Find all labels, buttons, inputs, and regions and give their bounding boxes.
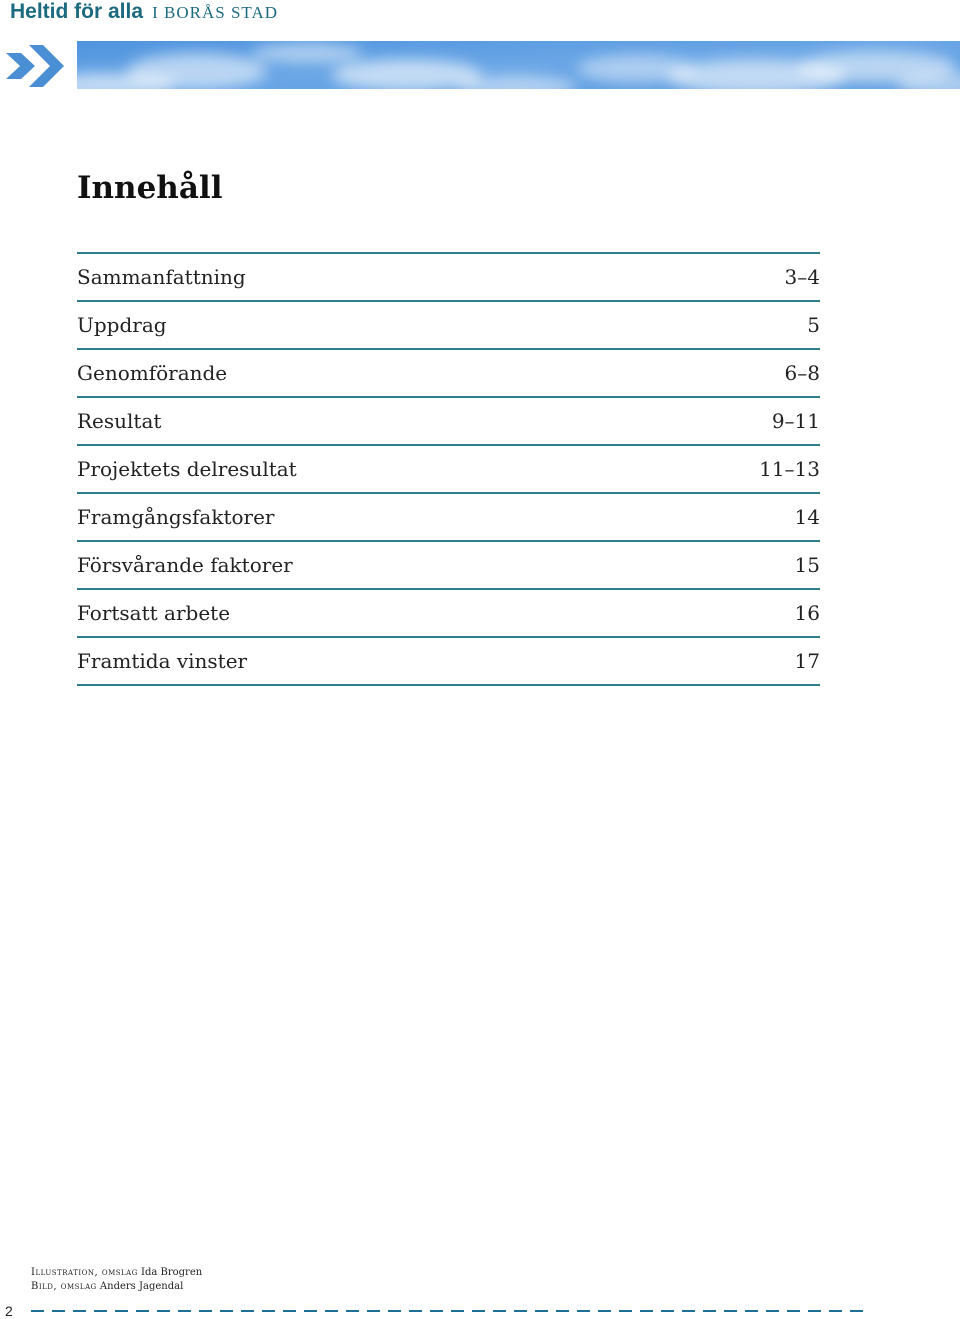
toc-entry-page: 3–4 (784, 265, 820, 289)
illustration-credit-caption: Illustration, omslag (31, 1267, 138, 1278)
toc-row (77, 590, 820, 638)
toc-entry-label: Sammanfattning (77, 265, 246, 289)
footer-dashed-rule (31, 1310, 865, 1312)
page-number: 2 (5, 1303, 13, 1319)
toc-entry-page: 5 (807, 313, 820, 337)
toc-entry-page: 16 (794, 601, 820, 625)
photo-credit-name: Anders Jagendal (99, 1281, 184, 1292)
table-of-contents (77, 252, 820, 686)
page-title: Innehåll (77, 170, 223, 206)
toc-row (77, 494, 820, 542)
toc-row (77, 350, 820, 398)
toc-entry-label: Genomförande (77, 361, 228, 385)
toc-row (77, 398, 820, 446)
toc-entry-page: 6–8 (784, 361, 820, 385)
toc-entry-label: Fortsatt arbete (77, 601, 231, 625)
running-head (10, 0, 278, 24)
toc-entry-label: Resultat (77, 409, 162, 433)
toc-row (77, 254, 820, 302)
illustration-credit-name: Ida Brogren (141, 1267, 203, 1278)
brand-title: Heltid för alla (10, 0, 144, 23)
photo-credit (31, 1280, 202, 1294)
toc-entry-page: 14 (794, 505, 820, 529)
toc-entry-label: Försvårande faktorer (77, 553, 293, 577)
toc-entry-label: Framgångsfaktorer (77, 505, 275, 529)
toc-row (77, 302, 820, 350)
toc-entry-page: 15 (794, 553, 820, 577)
toc-entry-label: Uppdrag (77, 313, 167, 337)
toc-entry-page: 17 (794, 649, 820, 673)
toc-entry-label: Framtida vinster (77, 649, 248, 673)
toc-entry-label: Projektets delresultat (77, 457, 297, 481)
toc-row (77, 638, 820, 686)
illustration-credit (31, 1266, 202, 1280)
cover-credits (31, 1266, 202, 1294)
photo-credit-caption: Bild, omslag (31, 1281, 97, 1292)
toc-entry-page: 9–11 (771, 409, 820, 433)
toc-entry-page: 11–13 (759, 457, 820, 481)
sky-banner (77, 41, 960, 89)
organization-name: I BORÅS STAD (152, 3, 279, 22)
toc-row (77, 542, 820, 590)
toc-row (77, 446, 820, 494)
double-chevron-icon (4, 40, 68, 92)
